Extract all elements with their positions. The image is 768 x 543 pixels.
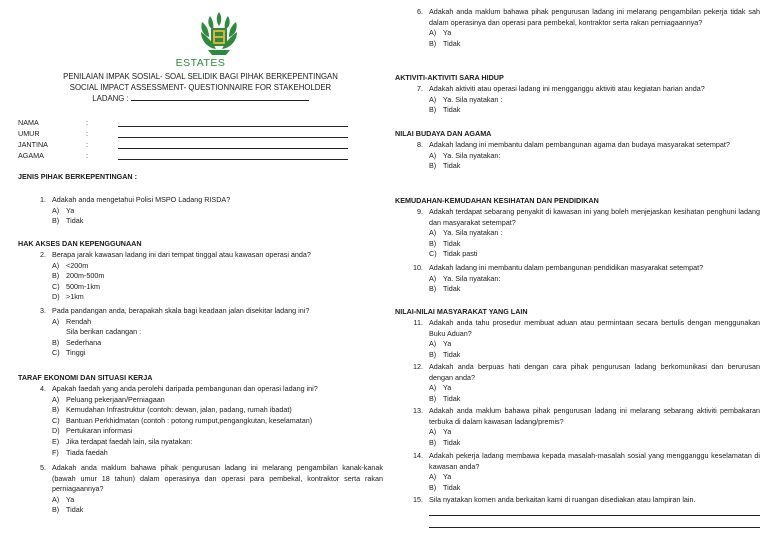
question-text: Apakah faedah yang anda perolehi daripada pembangunan dan operasi ladang ini? bbox=[52, 384, 318, 393]
question-7 bbox=[395, 84, 760, 116]
question-3 bbox=[18, 306, 383, 359]
option-label: Ya bbox=[443, 427, 452, 437]
answer-option[interactable] bbox=[66, 327, 383, 338]
option-key: B) bbox=[429, 437, 437, 447]
question-text: Adakah anda tahu prosedur membuat aduan atau permintaan secara bertulis dengan menggunakan Buku Aduan? bbox=[429, 318, 760, 338]
answer-option[interactable] bbox=[429, 472, 760, 483]
answer-option[interactable] bbox=[52, 282, 383, 293]
answer-option[interactable] bbox=[52, 317, 383, 328]
option-key: B) bbox=[429, 38, 437, 48]
answer-option[interactable] bbox=[429, 284, 760, 295]
section-budaya: NILAI BUDAYA DAN AGAMA bbox=[395, 129, 492, 138]
question-text: Adakah anda maklum bahawa pihak pengurusan ladang ini melarang pengambilan kanak-kanak (bawah umur 18 tahun) dalam operasinya dan operasi para pembekal, kontraktor serta rakan perniagaannya? bbox=[52, 463, 383, 494]
option-key: A) bbox=[429, 273, 437, 283]
answer-option[interactable] bbox=[429, 161, 760, 172]
section-taraf: TARAF EKONOMI DAN SITUASI KERJA bbox=[18, 373, 153, 382]
question-10 bbox=[395, 263, 760, 295]
option-key: B) bbox=[429, 161, 437, 171]
option-key: B) bbox=[429, 105, 437, 115]
option-label: Ya. Sila nyatakan : bbox=[443, 94, 503, 104]
section-hak: HAK AKSES DAN KEPENGGUNAAN bbox=[18, 239, 142, 248]
option-key: C) bbox=[52, 348, 60, 358]
question-text: Adakah ladang ini membantu dalam pembangunan pendidikan masyarakat setempat? bbox=[429, 263, 704, 272]
answer-option[interactable] bbox=[429, 438, 760, 449]
option-label: Tidak bbox=[443, 105, 461, 115]
question-number: 6. bbox=[417, 7, 423, 16]
question-text: Adakah terdapat sebarang penyakit di kawasan ini yang boleh menjejaskan kesihatan penghuni ladang dan masyarakat setempat? bbox=[429, 207, 760, 227]
question-14 bbox=[395, 451, 760, 493]
question-number: 8. bbox=[417, 140, 423, 149]
question-15 bbox=[395, 495, 760, 506]
agama-input-line[interactable] bbox=[118, 159, 348, 160]
option-key: B) bbox=[52, 337, 60, 347]
option-label: Tinggi bbox=[66, 348, 86, 358]
option-label: Tidak bbox=[443, 161, 461, 171]
question-text: Adakah ladang ini membantu dalam pembangunan agama dan budaya masyarakat setempat? bbox=[429, 140, 730, 149]
answer-option[interactable] bbox=[429, 394, 760, 405]
question-text: Adakah anda berpuas hati dengan cara pihak pengurusan ladang berkomunikasi dan berurusan dengan anda? bbox=[429, 362, 760, 382]
question-5 bbox=[18, 463, 383, 516]
field-nama: NAMA : bbox=[18, 118, 348, 129]
answer-option[interactable] bbox=[52, 437, 383, 448]
field-agama: AGAMA : bbox=[18, 151, 348, 162]
option-key: A) bbox=[52, 316, 60, 326]
answer-option[interactable] bbox=[52, 395, 383, 406]
answer-option[interactable] bbox=[429, 339, 760, 350]
answer-option[interactable] bbox=[429, 249, 760, 260]
option-label: Tidak bbox=[443, 238, 461, 248]
answer-options bbox=[429, 95, 760, 116]
question-8 bbox=[395, 140, 760, 172]
option-label: Sila berikan cadangan : bbox=[66, 327, 142, 337]
question-text: Sila nyatakan komen anda berkaitan kami di ruangan disediakan atau lampiran lain. bbox=[429, 495, 696, 504]
answer-option[interactable] bbox=[52, 505, 383, 516]
answer-options bbox=[52, 395, 383, 459]
question-number: 12. bbox=[413, 362, 423, 371]
ladang-label: LADANG : bbox=[92, 94, 129, 103]
section-jenis: JENIS PIHAK BERKEPENTINGAN : bbox=[18, 172, 138, 181]
answer-option[interactable] bbox=[429, 95, 760, 106]
option-key: A) bbox=[52, 494, 60, 504]
question-12 bbox=[395, 362, 760, 404]
answer-options bbox=[429, 339, 760, 360]
option-label: Tiada faedah bbox=[66, 447, 108, 457]
title-english: SOCIAL IMPACT ASSESSMENT- QUESTIONNAIRE FOR STAKEHOLDER bbox=[69, 82, 332, 92]
field-label: UMUR bbox=[18, 129, 40, 138]
answer-option[interactable] bbox=[429, 228, 760, 239]
question-text: Adakah aktiviti atau operasi ladang ini mengganggu aktiviti atau kegiatan harian anda? bbox=[429, 84, 705, 93]
option-label: Tidak bbox=[443, 349, 461, 359]
question-number: 2. bbox=[40, 250, 46, 259]
question-number: 1. bbox=[40, 195, 46, 204]
field-label: NAMA bbox=[18, 118, 39, 127]
option-label: Tidak pasti bbox=[443, 249, 478, 259]
question-number: 10. bbox=[413, 263, 423, 272]
answer-option[interactable] bbox=[52, 292, 383, 303]
question-text: Adakah anda mengetahui Polisi MSPO Ladang RISDA? bbox=[52, 195, 231, 204]
question-number: 5. bbox=[40, 463, 46, 472]
answer-option[interactable] bbox=[429, 151, 760, 162]
answer-option[interactable] bbox=[52, 261, 383, 272]
option-key: E) bbox=[52, 436, 60, 446]
option-key: B) bbox=[429, 349, 437, 359]
option-label: Sederhana bbox=[66, 337, 102, 347]
field-label: JANTINA bbox=[18, 140, 48, 149]
answer-option[interactable] bbox=[429, 383, 760, 394]
question-number: 15. bbox=[413, 495, 423, 504]
question-number: 3. bbox=[40, 306, 46, 315]
answer-option[interactable] bbox=[429, 274, 760, 285]
option-key: A) bbox=[429, 383, 437, 393]
question-6 bbox=[395, 7, 760, 49]
question-text: Adakah anda maklum bahawa pihak pengurusan ladang ini melarang pengambilan pekerja tidak sah dalam operasinya dan operasi para pembekal, kontraktor serta rakan perniagaannya? bbox=[429, 7, 760, 27]
option-key: A) bbox=[52, 260, 60, 270]
option-label: 200m-500m bbox=[66, 271, 105, 281]
option-key: A) bbox=[429, 150, 437, 160]
comment-line-1[interactable] bbox=[429, 515, 760, 516]
answer-option[interactable] bbox=[52, 348, 383, 359]
question-text: Adakah pekerja ladang membawa kepada masalah-masalah sosial yang mengganggu keselamatan di kawasan anda? bbox=[429, 451, 760, 471]
answer-option[interactable] bbox=[429, 105, 760, 116]
question-2 bbox=[18, 250, 383, 303]
field-umur: UMUR : bbox=[18, 129, 348, 140]
answer-option[interactable] bbox=[429, 483, 760, 494]
option-key: B) bbox=[429, 238, 437, 248]
option-label: Ya bbox=[443, 383, 452, 393]
nama-input-line[interactable] bbox=[118, 126, 348, 127]
option-label: Tidak bbox=[443, 393, 461, 403]
question-number: 9. bbox=[417, 207, 423, 216]
option-label: Bantuan Perkhidmatan (contoh : potong rumput,pengangkutan, keselamatan) bbox=[66, 415, 313, 425]
option-key: A) bbox=[429, 427, 437, 437]
answer-option[interactable] bbox=[429, 39, 760, 50]
question-number: 4. bbox=[40, 384, 46, 393]
answer-option[interactable] bbox=[52, 405, 383, 416]
option-key: B) bbox=[52, 505, 60, 515]
title-malay: PENILAIAN IMPAK SOSIAL- SOAL SELIDIK BAGI PIHAK BERKEPENTINGAN bbox=[63, 72, 338, 81]
option-key: A) bbox=[52, 205, 60, 215]
answer-option[interactable] bbox=[429, 239, 760, 250]
section-kesihatan: KEMUDAHAN-KEMUDAHAN KESIHATAN DAN PENDIDIKAN bbox=[395, 196, 599, 205]
option-key: B) bbox=[52, 405, 60, 415]
answer-options bbox=[52, 206, 383, 227]
question-number: 7. bbox=[417, 84, 423, 93]
question-9 bbox=[395, 207, 760, 260]
option-label: Tidak bbox=[443, 437, 461, 447]
field-label: AGAMA bbox=[18, 151, 44, 160]
question-4 bbox=[18, 384, 383, 458]
ladang-input-line[interactable] bbox=[131, 93, 309, 101]
answer-option[interactable] bbox=[429, 350, 760, 361]
answer-options bbox=[429, 472, 760, 493]
answer-option[interactable] bbox=[52, 426, 383, 437]
option-label: Tidak bbox=[66, 505, 84, 515]
answer-options bbox=[52, 261, 383, 303]
question-11 bbox=[395, 318, 760, 360]
answer-option[interactable] bbox=[52, 416, 383, 427]
question-text: Pada pandangan anda, berapakah skala bagi keadaan jalan disekitar ladang ini? bbox=[52, 306, 310, 315]
option-key: A) bbox=[429, 94, 437, 104]
question-number: 13. bbox=[413, 406, 423, 415]
option-key: D) bbox=[52, 426, 60, 436]
answer-options bbox=[429, 427, 760, 448]
page-title bbox=[18, 72, 383, 105]
option-key: B) bbox=[52, 216, 60, 226]
option-label: Rendah bbox=[66, 316, 92, 326]
option-label: Peluang pekerjaan/Perniagaan bbox=[66, 394, 165, 404]
option-key: A) bbox=[429, 28, 437, 38]
option-label: >1km bbox=[66, 292, 84, 302]
option-label: Ya bbox=[66, 205, 75, 215]
option-key: D) bbox=[52, 292, 60, 302]
question-1 bbox=[18, 195, 383, 227]
option-key: C) bbox=[52, 415, 60, 425]
option-label: Ya bbox=[443, 28, 452, 38]
option-label: Tidak bbox=[443, 38, 461, 48]
answer-option[interactable] bbox=[429, 28, 760, 39]
option-label: Tidak bbox=[66, 216, 84, 226]
option-label: Ya. Sila nyatakan: bbox=[443, 150, 501, 160]
estates-title: ESTATES bbox=[175, 57, 226, 69]
option-label: Ya bbox=[443, 472, 452, 482]
answer-option[interactable] bbox=[52, 216, 383, 227]
umur-input-line[interactable] bbox=[118, 137, 348, 138]
answer-options bbox=[52, 495, 383, 516]
option-label: Ya. Sila nyatakan : bbox=[443, 228, 503, 238]
option-label: 500m-1km bbox=[66, 281, 100, 291]
option-label: Pertukaran informasi bbox=[66, 426, 133, 436]
comment-line-2[interactable] bbox=[429, 527, 760, 528]
jantina-input-line[interactable] bbox=[118, 148, 348, 149]
option-key: B) bbox=[429, 482, 437, 492]
option-label: <200m bbox=[66, 260, 89, 270]
option-key: A) bbox=[429, 472, 437, 482]
ladang-row bbox=[18, 93, 383, 105]
question-number: 11. bbox=[413, 318, 423, 327]
option-label: Ya. Sila nyatakan: bbox=[443, 273, 501, 283]
section-aktiviti: AKTIVITI-AKTIVITI SARA HIDUP bbox=[395, 73, 504, 82]
option-key: A) bbox=[429, 228, 437, 238]
answer-options bbox=[429, 28, 760, 49]
option-key: B) bbox=[52, 271, 60, 281]
option-key: C) bbox=[52, 281, 60, 291]
option-label: Kemudahan Infrastruktur (contoh: dewan, jalan, padang, rumah ibadat) bbox=[66, 405, 292, 415]
answer-options bbox=[429, 383, 760, 404]
answer-option[interactable] bbox=[52, 338, 383, 349]
option-label: Tidak bbox=[443, 482, 461, 492]
answer-option[interactable] bbox=[52, 448, 383, 459]
answer-option[interactable] bbox=[52, 495, 383, 506]
option-key: A) bbox=[429, 339, 437, 349]
option-key: B) bbox=[429, 284, 437, 294]
question-text: Adakah anda maklum bahawa pihak pengurusan ladang ini melarang sebarang aktiviti pembakaran terbuka di dalam kawasan ladang/premis? bbox=[429, 406, 760, 426]
risda-logo-icon bbox=[196, 8, 242, 58]
option-label: Jika terdapat faedah lain, sila nyatakan: bbox=[66, 436, 193, 446]
answer-option[interactable] bbox=[52, 206, 383, 217]
field-jantina: JANTINA : bbox=[18, 140, 348, 151]
option-label: Tidak bbox=[443, 284, 461, 294]
answer-option[interactable] bbox=[429, 427, 760, 438]
answer-option[interactable] bbox=[52, 271, 383, 282]
answer-options bbox=[429, 151, 760, 172]
question-13 bbox=[395, 406, 760, 448]
answer-options bbox=[429, 274, 760, 295]
answer-options bbox=[429, 228, 760, 260]
option-key: A) bbox=[52, 394, 60, 404]
option-key: F) bbox=[52, 447, 59, 457]
question-number: 14. bbox=[413, 451, 423, 460]
answer-options bbox=[52, 317, 383, 359]
option-key: C) bbox=[429, 249, 437, 259]
option-label: Ya bbox=[66, 494, 75, 504]
question-text: Berapa jarak kawasan ladang ini dari tempat tinggal atau kawasan operasi anda? bbox=[52, 250, 311, 259]
option-key: B) bbox=[429, 393, 437, 403]
section-masyarakat: NILAI-NILAI MASYARAKAT YANG LAIN bbox=[395, 307, 528, 316]
option-label: Ya bbox=[443, 339, 452, 349]
